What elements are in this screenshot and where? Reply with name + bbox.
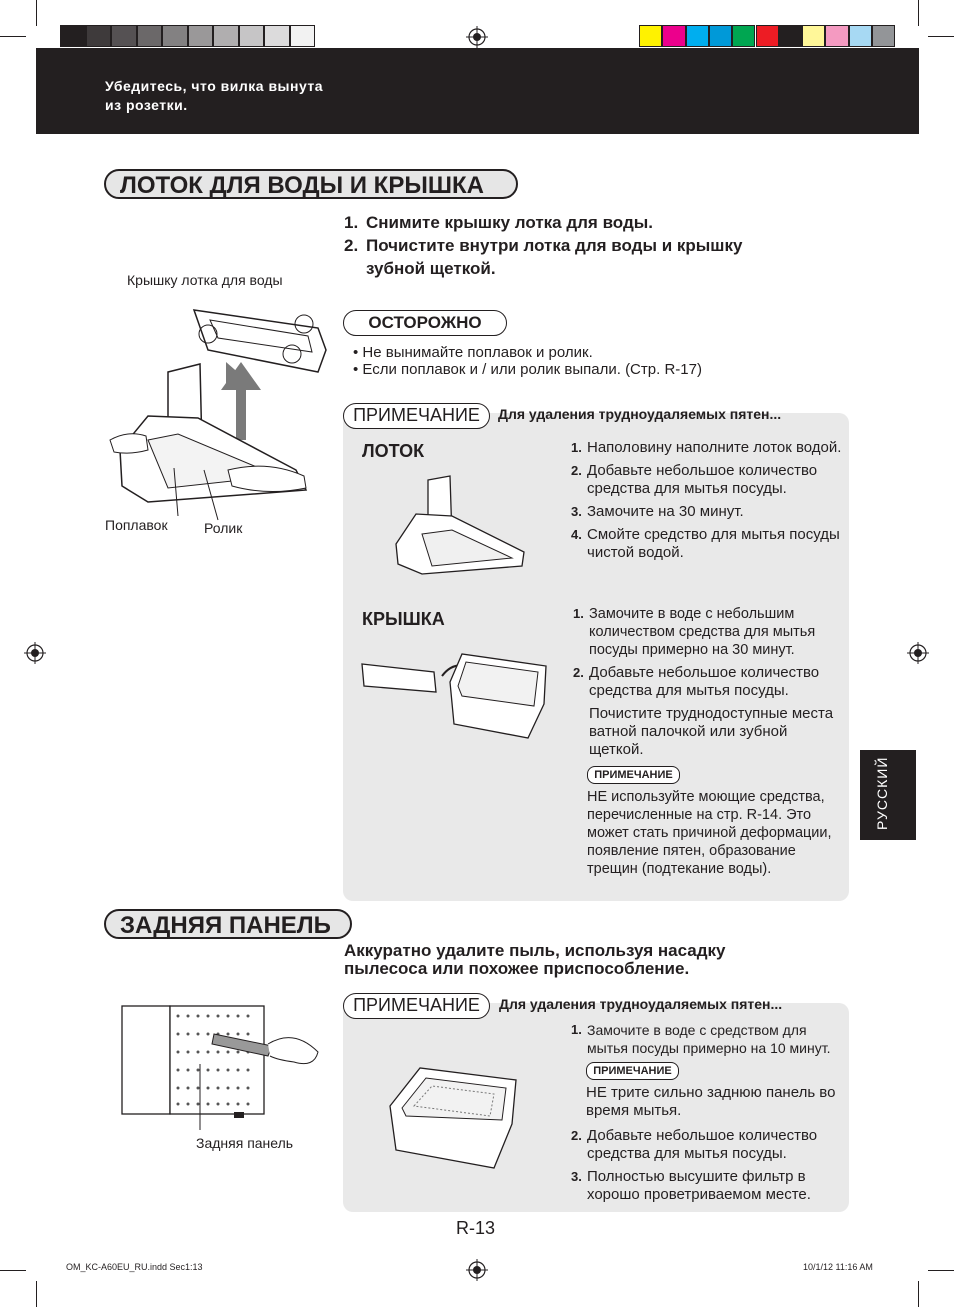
mini-note-label: ПРИМЕЧАНИЕ (587, 766, 680, 784)
tray-clean-steps: 1. Наполовину наполните лоток водой. 2. Добавьте небольшое количество средства для мытья посуды. 3. Замочите на 30 минут. 4. Смойте средство для мытья посуды чистой водой. (571, 439, 842, 561)
lid-clean-steps: 1. Замочите в воде с небольшим количеством средства для мытья посуды примерно на 30 минут. 2. Добавьте небольшое количество средства для мытья посуды. Почистите труднодоступные места ватной палочкой или зубной щеткой. (573, 606, 834, 758)
caution-list: • Не вынимайте поплавок и ролик. • Если поплавок и / или ролик выпали. (Стр. R-17) (353, 344, 702, 378)
section-title-tray: ЛОТОК ДЛЯ ВОДЫ И КРЫШКА (104, 169, 518, 199)
label-tray-lid: Крышку лотка для воды (127, 272, 283, 288)
crop-mark (36, 0, 37, 26)
label-back-panel: Задняя панель (196, 1135, 294, 1151)
back-panel-steps-rest: 2. Добавьте небольшое количество средства для мытья посуды. 3. Полностью высушите фильтр в хорошо проветриваемом месте. (571, 1127, 818, 1203)
color-swatch (60, 25, 86, 47)
color-swatch (709, 25, 732, 47)
registration-mark-icon (907, 642, 929, 664)
back-panel-steps: 1. Замочите в воде с средством для мытья посуды примерно на 10 минут. (571, 1022, 831, 1056)
registration-mark-icon (466, 1259, 488, 1281)
tray-soak-illustration (392, 474, 530, 584)
lid-heading: КРЫШКА (362, 609, 445, 629)
page-number: R-13 (456, 1218, 496, 1238)
mini-note-label: ПРИМЕЧАНИЕ (586, 1062, 679, 1080)
language-tab: РУССКИЙ (860, 750, 916, 840)
color-swatch (686, 25, 709, 47)
color-swatch (872, 25, 895, 47)
lid-soak-illustration (358, 646, 554, 742)
registration-mark-icon (466, 26, 488, 48)
unplug-warning: Убедитесь, что вилка вынута из розетки. (105, 78, 324, 113)
crop-mark (928, 1270, 954, 1271)
color-swatch (732, 25, 755, 47)
crop-mark (0, 36, 26, 37)
color-swatch (639, 25, 662, 47)
crop-mark (918, 1281, 919, 1307)
footer-file-info: OM_KC-A60EU_RU.indd Sec1:13 (66, 1262, 203, 1272)
color-swatch (137, 25, 163, 47)
color-swatch (111, 25, 137, 47)
color-swatch (290, 25, 316, 47)
note-label: ПРИМЕЧАНИЕ (343, 403, 490, 429)
mini-note-text: НЕ трите сильно заднюю панель во время мытья. (586, 1084, 836, 1119)
back-panel-instruction: Аккуратно удалите пыль, используя насадку пылесоса или похожее приспособление. (344, 941, 726, 978)
color-swatch (86, 25, 112, 47)
color-swatch (188, 25, 214, 47)
label-float: Поплавок (105, 517, 168, 533)
caution-label: ОСТОРОЖНО (343, 310, 507, 336)
registration-mark-icon (24, 642, 46, 664)
water-tray-illustration (108, 290, 330, 530)
mini-note-text: НЕ используйте моющие средства, перечисленные на стр. R-14. Это может стать причиной деформации, появление пятен, образование трещин (подтекание воды). (587, 789, 832, 877)
crop-mark (928, 36, 954, 37)
note-heading: Для удаления трудноудаляемых пятен... (498, 406, 782, 422)
color-swatch (779, 25, 802, 47)
color-swatch (802, 25, 825, 47)
label-roller: Ролик (204, 520, 243, 536)
color-swatch (162, 25, 188, 47)
tray-steps: 1. Снимите крышку лотка для воды. 2. Почистите внутри лотка для воды и крышку зубной щеткой. (344, 213, 743, 278)
color-swatch (756, 25, 779, 47)
filter-soak-illustration (386, 1064, 520, 1174)
tray-heading: ЛОТОК (362, 441, 425, 461)
note-heading: Для удаления трудноудаляемых пятен... (499, 996, 783, 1012)
section-title-back-panel: ЗАДНЯЯ ПАНЕЛЬ (104, 909, 352, 939)
color-swatch (264, 25, 290, 47)
crop-mark (36, 1281, 37, 1307)
color-swatch (825, 25, 848, 47)
color-swatch (849, 25, 872, 47)
crop-mark (918, 0, 919, 26)
footer-timestamp: 10/1/12 11:16 AM (803, 1262, 873, 1272)
color-swatch (239, 25, 265, 47)
crop-mark (0, 1270, 26, 1271)
back-panel-illustration (118, 1004, 324, 1134)
note-label: ПРИМЕЧАНИЕ (343, 993, 490, 1019)
color-swatch (213, 25, 239, 47)
color-swatch (662, 25, 685, 47)
